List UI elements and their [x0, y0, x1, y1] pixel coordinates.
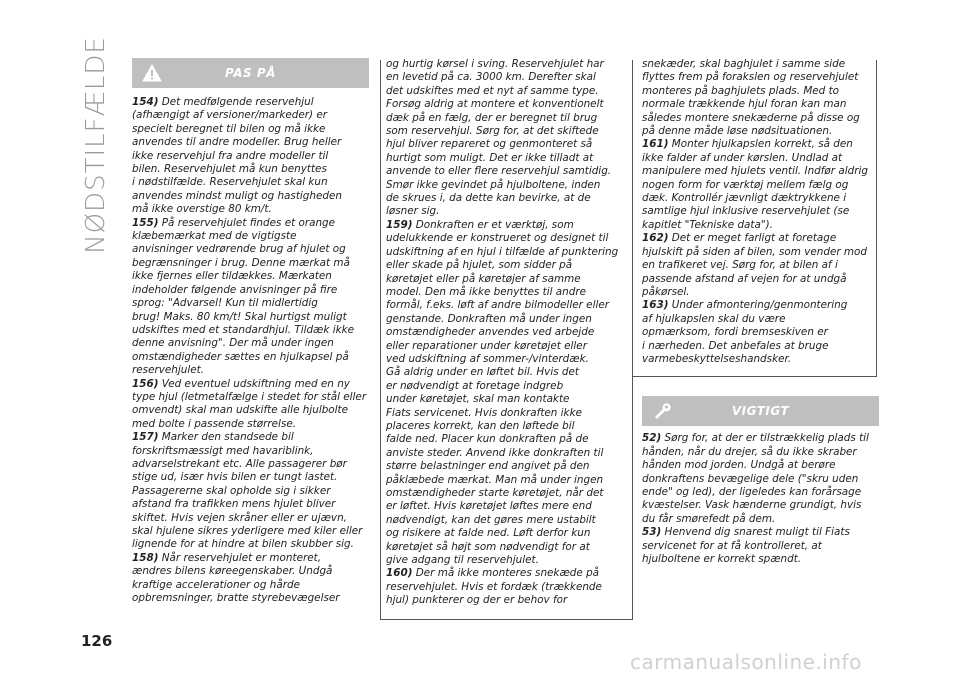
watermark: carmanualsonline.info	[630, 650, 862, 674]
warning-banner-title: PAS PÅ	[225, 66, 276, 80]
note-paragraph	[642, 432, 879, 526]
note-paragraph	[132, 217, 369, 378]
column-3-bottom-text	[642, 432, 879, 566]
note-number: 163)	[642, 299, 669, 312]
column-1-text	[132, 96, 369, 605]
column-bottom-rule	[380, 619, 633, 620]
column-2	[386, 58, 623, 608]
note-text: Det medfølgende reservehjul (afhængigt af versioner/markeder) er specielt beregnet til bilen og må ikke anvendes til andre modeller. Brug heller ikke reservehjul fra andre modeller til bilen. Reservehjulet må kun benyttes i nødstilfælde. Reservehjulet skal kun anvendes mindst muligt og hastigheden må ikke overstige 80 km/t.	[132, 96, 342, 216]
note-paragraph	[132, 378, 369, 432]
wrench-icon	[642, 396, 682, 426]
important-banner	[642, 396, 879, 426]
note-paragraph	[642, 232, 879, 299]
note-text: Det er meget farligt at foretage hjulskift på siden af bilen, som vender mod en trafikeret vej. Sørg for, at bilen af i passende afstand af vejen for at undgå påkørsel.	[642, 232, 867, 298]
note-paragraph	[386, 58, 623, 219]
column-divider	[632, 60, 633, 620]
section-title-text: NØDSTILFÆLDE	[81, 36, 112, 254]
note-number: 156)	[132, 377, 159, 390]
note-text: og hurtig kørsel i sving. Reservehjulet har en levetid på ca. 3000 km. Derefter skal det udskiftes med et nyt af samme type. Forsøg aldrig at montere et konventionelt dæk på en fælg, der er beregnet til brug som reservehjul. Sørg for, at det skiftede hjul bliver repareret og genmonteret så hurtigt som muligt. Det er ikke tilladt at anvende to eller flere reservehjul samtidig. Smør ikke gevindet på hjulboltene, inden de skrues i, da dette kan bevirke, at de løsner sig.	[386, 58, 612, 218]
column-3	[642, 58, 879, 566]
note-paragraph	[132, 552, 369, 606]
note-number: 160)	[386, 567, 413, 580]
column-2-text	[386, 58, 623, 608]
note-paragraph	[386, 567, 623, 607]
note-number: 154)	[132, 96, 159, 108]
note-number: 52)	[642, 432, 662, 445]
note-text: Marker den standsede bil forskriftsmæssigt med havariblink, advarselstrekant etc. Alle passagerer bør stige ud, især hvis bilen er tungt lastet. Passagererne skal opholde sig i sikker afstand fra trafikken mens hjulet bliver skiftet. Hvis vejen skråner eller er ujævn, skal hjulene sikres yderligere med kiler eller lignende for at hindre at bilen skubber sig.	[132, 431, 363, 551]
warning-triangle-icon	[132, 58, 172, 88]
note-text: snekæder, skal baghjulet i samme side flyttes frem på forakslen og reservehjulet monteres på baghjulets plads. Med to normale trækkende hjul foran kan man således montere snekæderne på disse og på denne måde løse nødsituationen.	[642, 58, 860, 138]
note-paragraph	[642, 526, 879, 566]
note-text: På reservehjulet findes et orange klæbemærkat med de vigtigste anvisninger vedrørende brug af hjulet og begrænsninger i brug. Denne mærkat må ikke fjernes eller tildækkes. Mærkaten indeholder følgende anvisninger på fire sprog: "Advarsel! Kun til midlertidig brug! Maks. 80 km/t! Skal hurtigst muligt udskiftes med et standardhjul. Tildæk ikke denne anvisning". Der må under ingen omstændigheder sættes en hjulkapsel på reservehjulet.	[132, 216, 355, 377]
column-3-top-text	[642, 58, 879, 366]
note-text: Ved eventuel udskiftning med en ny type hjul (letmetalfælge i stedet for stål eller omvendt) skal man udskifte alle hjulbolte med bolte i passende størrelse.	[132, 377, 367, 430]
note-text: Henvend dig snarest muligt til Fiats servicenet for at få kontrolleret, at hjulboltene er korrekt spændt.	[642, 526, 850, 565]
note-number: 158)	[132, 551, 159, 564]
section-title	[79, 36, 113, 254]
note-text: Der må ikke monteres snekæde på reservehjulet. Hvis et fordæk (trækkende hjul) punkterer og der er behov for	[386, 567, 602, 607]
note-paragraph	[642, 299, 879, 366]
note-number: 162)	[642, 232, 669, 245]
note-paragraph	[642, 138, 879, 232]
note-number: 53)	[642, 526, 662, 539]
note-paragraph	[386, 219, 623, 568]
note-text: Sørg for, at der er tilstrækkelig plads til hånden, når du drejer, så du ikke skraber hånden mod jorden. Undgå at berøre donkraftens bevægelige dele ("skru uden ende" og led), der ligeledes kan forårsage kvæstelser. Vask hænderne grundigt, hvis du får smørefedt på dem.	[642, 432, 869, 525]
note-text: Monter hjulkapslen korrekt, så den ikke falder af under kørslen. Undlad at manipulere med hjulets ventil. Indfør aldrig nogen form for værktøj mellem fælg og dæk. Kontrollér jævnligt dæktrykkene i samtlige hjul inklusive reservehjulet (se kapitlet "Tekniske data").	[642, 138, 868, 231]
note-number: 155)	[132, 216, 159, 229]
note-paragraph	[132, 431, 369, 552]
note-text: Når reservehjulet er monteret, ændres bilens køreegenskaber. Undgå kraftige accelerationer og hårde opbremsninger, bratte styrebevægelser	[132, 551, 340, 605]
column-divider	[380, 60, 381, 620]
important-banner-title: VIGTIGT	[731, 404, 790, 419]
note-text: Under afmontering/genmontering af hjulkapslen skal du være opmærksom, fordi bremseskiven er i nærheden. Det anbefales at bruge varmebeskyttelseshandsker.	[642, 299, 848, 365]
page-number: 126	[81, 632, 113, 650]
note-paragraph	[642, 58, 879, 138]
note-number: 159)	[386, 218, 413, 231]
note-number: 157)	[132, 431, 159, 444]
warning-banner	[132, 58, 369, 88]
note-number: 161)	[642, 138, 669, 151]
column-1	[132, 58, 369, 605]
note-text: Donkraften er et værktøj, som udelukkende er konstrueret og designet til udskiftning af en hjul i tilfælde af punktering eller skade på hjulet, som sidder på køretøjet eller på køretøjer af samme model. Den må ikke benyttes til andre formål, f.eks. løft af andre bilmodeller eller genstande. Donkraften må under ingen omstændigheder anvendes ved arbejde eller reparationer under køretøjet eller ved udskiftning af sommer-/vinterdæk. Gå aldrig under en løftet bil. Hvis det er nødvendigt at foretage indgreb under køretøjet, skal man kontakte Fiats servicenet. Hvis donkraften ikke placeres korrekt, kan den løftede bil falde ned. Placer kun donkraften på de anviste steder. Anvend ikke donkraften til større belastninger end angivet på den påklæbede mærkat. Man må under ingen omstændigheder starte køretøjet, når det er løftet. Hvis køretøjet løftes mere end nødvendigt, kan det gøres mere ustabilt og risikere at falde ned. Løft derfor kun køretøjet så højt som nødvendigt for at give adgang til reservehjulet.	[386, 218, 619, 567]
note-paragraph	[132, 96, 369, 217]
